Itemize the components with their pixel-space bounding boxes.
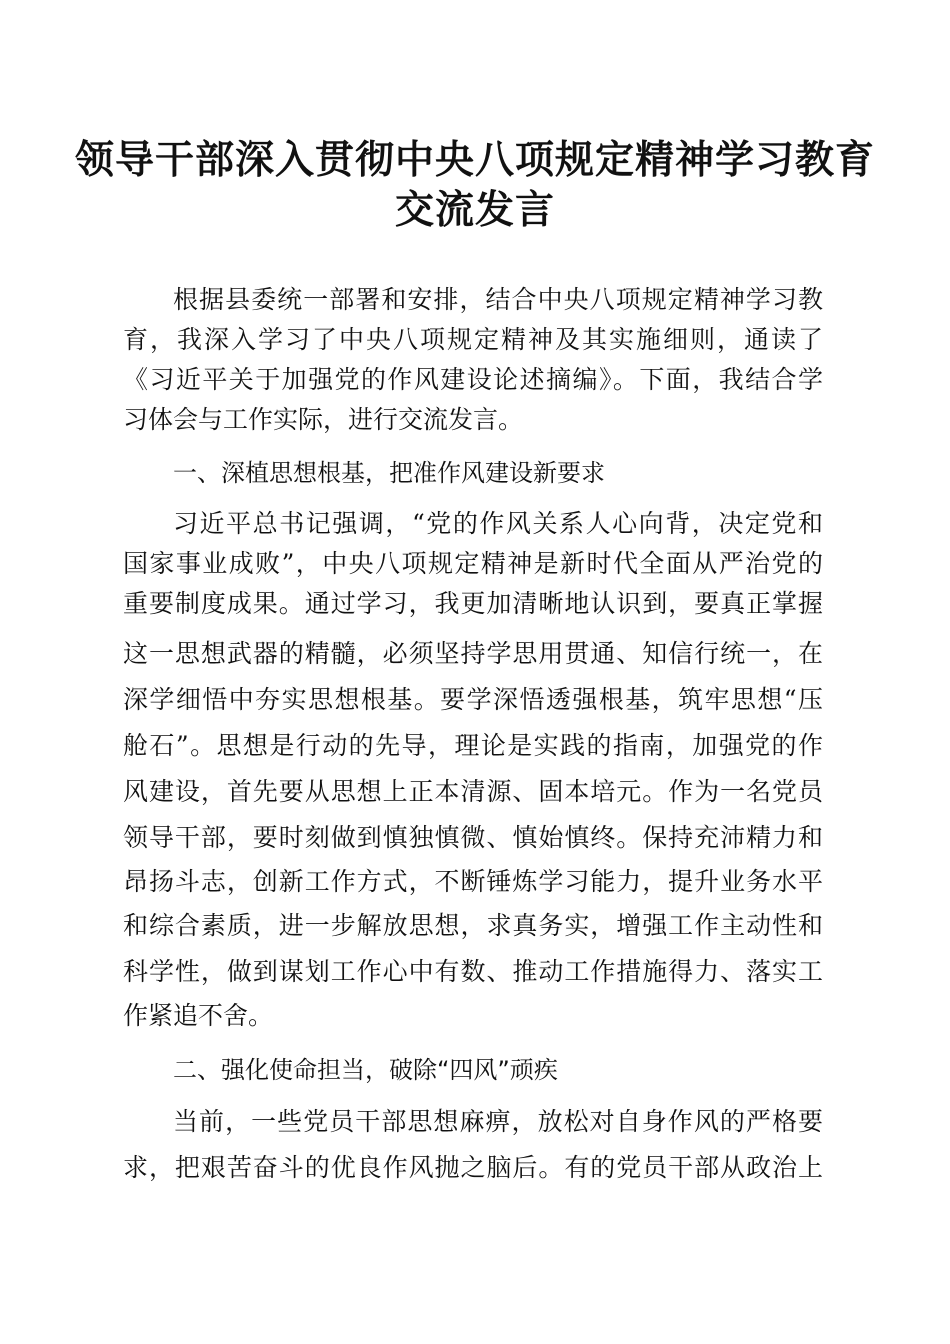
paragraph-line: 当前，一些党员干部思想麻痹，放松对自身作风的严格要 xyxy=(173,1107,823,1136)
paragraph-line: 舱石”。思想是行动的先导，理论是实践的指南，加强党的作 xyxy=(123,731,823,760)
paragraph-line: 根据县委统一部署和安排，结合中央八项规定精神学习教 xyxy=(173,285,823,314)
paragraph-line: 和综合素质，进一步解放思想，求真务实，增强工作主动性和 xyxy=(123,911,823,940)
section-heading-1: 一、深植思想根基，把准作风建设新要求 xyxy=(173,459,605,487)
document-title-line-1: 领导干部深入贯彻中央八项规定精神学习教育 xyxy=(74,137,875,183)
paragraph-line: 风建设，首先要从思想上正本清源、固本培元。作为一名党员 xyxy=(123,777,823,806)
paragraph-line: 《习近平关于加强党的作风建设论述摘编》。下面，我结合学 xyxy=(123,365,823,394)
paragraph-line: 科学性，做到谋划工作心中有数、推动工作措施得力、落实工 xyxy=(123,957,823,986)
document-title-line-2: 交流发言 xyxy=(394,187,555,233)
paragraph-line: 国家事业成败”，中央八项规定精神是新时代全面从严治党的 xyxy=(123,549,823,578)
paragraph-line: 领导干部，要时刻做到慎独慎微、慎始慎终。保持充沛精力和 xyxy=(123,823,823,852)
paragraph-line: 作紧追不舍。 xyxy=(123,1001,274,1030)
paragraph-line: 深学细悟中夯实思想根基。要学深悟透强根基，筑牢思想“压 xyxy=(123,685,823,714)
section-heading-2: 二、强化使命担当，破除“四风”顽疾 xyxy=(173,1056,558,1084)
paragraph-line: 育，我深入学习了中央八项规定精神及其实施细则，通读了 xyxy=(123,325,823,354)
paragraph-line: 昂扬斗志，创新工作方式，不断锤炼学习能力，提升业务水平 xyxy=(123,867,823,896)
paragraph-line: 习体会与工作实际，进行交流发言。 xyxy=(123,405,524,434)
paragraph-line: 求，把艰苦奋斗的优良作风抛之脑后。有的党员干部从政治上 xyxy=(123,1153,823,1182)
paragraph-line: 这一思想武器的精髓，必须坚持学思用贯通、知信行统一，在 xyxy=(123,639,823,668)
paragraph-line: 重要制度成果。通过学习，我更加清晰地认识到，要真正掌握 xyxy=(123,589,823,618)
paragraph-line: 习近平总书记强调，“党的作风关系人心向背，决定党和 xyxy=(173,509,823,538)
